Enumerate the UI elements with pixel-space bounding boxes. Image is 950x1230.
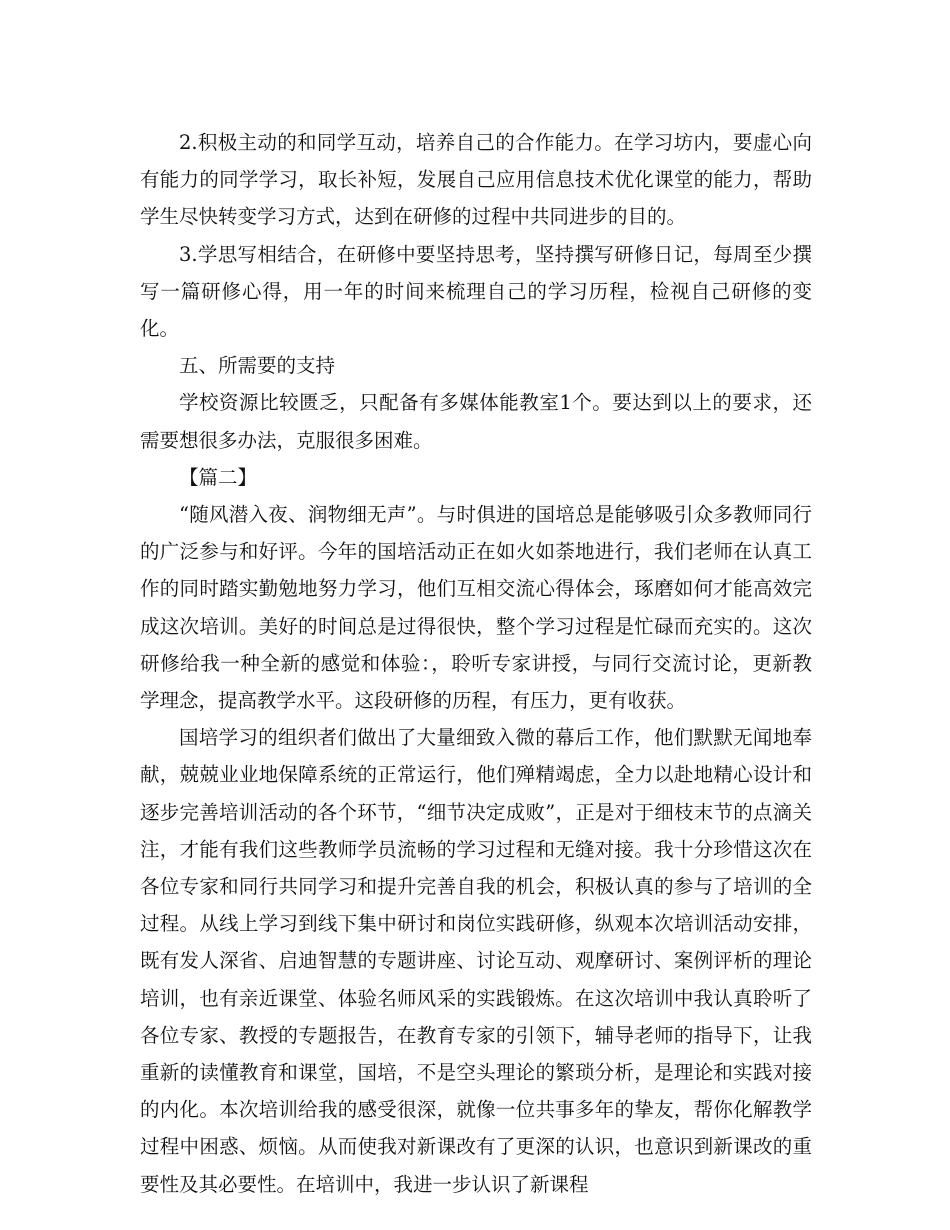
paragraph-item-3: 3.学思写相结合，在研修中要坚持思考，坚持撰写研修日记，每周至少撰写一篇研修心得，用一年的时间来梳理自己的学习历程，检视自己研修的变化。 [140, 242, 812, 341]
paragraph-school-resources: 学校资源比较匮乏，只配备有多媒体能教室1个。要达到以上的要求，还需要想很多办法，克服很多困难。 [140, 391, 812, 452]
document-body [140, 124, 812, 1203]
paragraph-intro-guopei: “随风潜入夜、润物细无声”。与时俱进的国培总是能够吸引众多教师同行的广泛参与和好评。今年的国培活动正在如火如荼地进行，我们老师在认真工作的同时踏实勤勉地努力学习，他们互相交流心得体会，琢磨如何才能高效完成这次培训。美好的时间总是过得很快，整个学习过程是忙碌而充实的。这次研修给我一种全新的感觉和体验：，聆听专家讲授，与同行交流讨论，更新教学理念，提高教学水平。这段研修的历程，有压力，更有收获。 [140, 503, 812, 713]
paragraph-item-2: 2.积极主动的和同学互动，培养自己的合作能力。在学习坊内，要虚心向有能力的同学学习，取长补短，发展自己应用信息技术优化课堂的能力，帮助学生尽快转变学习方式，达到在研修的过程中共同进步的目的。 [140, 131, 812, 229]
section-heading-part-two: 【篇二】 [179, 465, 258, 489]
section-heading-support: 五、所需要的支持 [179, 354, 336, 378]
paragraph-organizers: 国培学习的组织者们做出了大量细致入微的幕后工作，他们默默无闻地奉献，兢兢业业地保障系统的正常运行，他们殚精竭虑，全力以赴地精心设计和逐步完善培训活动的各个环节，“细节决定成败”，正是对于细枝末节的点滴关注，才能有我们这些教师学员流畅的学习过程和无缝对接。我十分珍惜这次在各位专家和同行共同学习和提升完善自我的机会，积极认真的参与了培训的全过程。从线上学习到线下集中研讨和岗位实践研修，纵观本次培训活动安排，既有发人深省、启迪智慧的专题讲座、讨论互动、观摩研讨、案例评析的理论培训，也有亲近课堂、体验名师风采的实践锻炼。在这次培训中我认真聆听了各位专家、教授的专题报告，在教育专家的引领下，辅导老师的指导下，让我重新的读懂教育和课堂，国培，不是空头理论的繁琐分析，是理论和实践对接的内化。本次培训给我的感受很深，就像一位共事多年的挚友，帮你化解教学过程中困惑、烦恼。从而使我对新课改有了更深的认识，也意识到新课改的重要性及其必要性。在培训中，我进一步认识了新课程 [140, 726, 812, 1196]
